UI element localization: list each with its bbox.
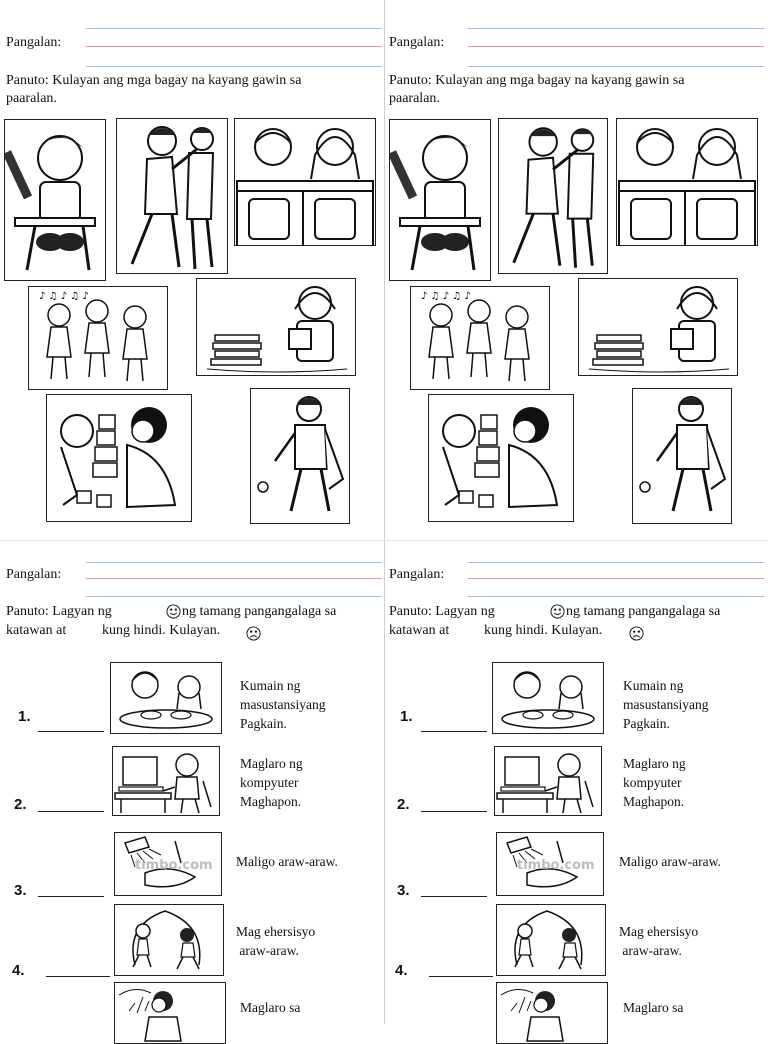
- shower-bathing-icon: [497, 833, 603, 895]
- boy-throwing-trash-icon: [251, 389, 349, 523]
- picture-children-fighting[interactable]: [498, 118, 608, 274]
- child-drawing-pencil-icon: [390, 120, 490, 280]
- item-number: 3.: [397, 882, 410, 899]
- instruction-part-2: ng tamang pangangalaga sa: [566, 604, 721, 619]
- instruction-part-3: katawan at: [6, 623, 67, 638]
- child-playing-dirt-icon: [497, 983, 607, 1043]
- girl-reading-books-icon: [579, 279, 737, 375]
- caption-line: masustansiyang: [623, 697, 709, 712]
- instruction: [6, 72, 376, 108]
- picture-item-2[interactable]: [494, 746, 602, 816]
- instruction-part-1: Panuto: Lagyan ng: [389, 604, 495, 619]
- instruction-part-1: Panuto: Lagyan ng: [6, 604, 112, 619]
- instruction-line: Panuto: Kulayan ang mga bagay na kayang gawin sa: [6, 73, 302, 88]
- caption-line: Mag ehersisyo: [619, 924, 699, 939]
- answer-line[interactable]: [38, 896, 104, 897]
- item-caption: [236, 852, 338, 871]
- answer-line[interactable]: [421, 811, 487, 812]
- name-line[interactable]: [468, 46, 764, 47]
- picture-item-5[interactable]: [114, 982, 226, 1044]
- worksheet-a-left: [0, 0, 384, 540]
- picture-item-1[interactable]: [492, 662, 604, 734]
- picture-item-1[interactable]: [110, 662, 222, 734]
- item-number: 1.: [400, 708, 413, 725]
- child-playing-dirt-icon: [115, 983, 225, 1043]
- caption-line: Maglaro ng: [623, 756, 686, 771]
- caption-line: araw-araw.: [236, 943, 299, 958]
- caption-line: Kumain ng: [240, 678, 301, 693]
- name-guide-line-bottom: [86, 66, 382, 67]
- answer-line[interactable]: [38, 731, 104, 732]
- caption-line: masustansiyang: [240, 697, 326, 712]
- item-caption: [236, 922, 315, 960]
- caption-line: kompyuter: [623, 775, 682, 790]
- picture-children-singing[interactable]: [28, 286, 168, 390]
- item-number: 1.: [18, 708, 31, 725]
- caption-line: Maligo araw-araw.: [236, 854, 338, 869]
- picture-children-blocks[interactable]: [428, 394, 574, 522]
- picture-girl-reading[interactable]: [578, 278, 738, 376]
- answer-line[interactable]: [429, 976, 493, 977]
- picture-item-3[interactable]: [114, 832, 222, 896]
- instruction-part-4: kung hindi. Kulayan.: [484, 623, 603, 638]
- picture-item-5[interactable]: [496, 982, 608, 1044]
- answer-line[interactable]: [421, 896, 487, 897]
- child-playing-computer-icon: [495, 747, 601, 815]
- instruction-part-3: katawan at: [389, 623, 450, 638]
- name-guide-line-bottom: [468, 596, 764, 597]
- smiley-face-icon: [550, 604, 565, 619]
- children-jumping-rope-icon: [115, 905, 223, 975]
- name-guide-line-bottom: [468, 66, 764, 67]
- item-number: 2.: [397, 796, 410, 813]
- caption-line: Pagkain.: [240, 716, 287, 731]
- caption-line: Maligo araw-araw.: [619, 854, 721, 869]
- name-label: Pangalan:: [389, 567, 445, 582]
- item-caption: [623, 676, 709, 733]
- children-fighting-icon: [499, 119, 607, 273]
- item-caption: [240, 754, 303, 811]
- watermark-text: timbo.com: [517, 858, 595, 873]
- caption-line: araw-araw.: [619, 943, 682, 958]
- caption-line: Maghapon.: [240, 794, 302, 809]
- item-caption: [619, 922, 698, 960]
- name-line[interactable]: [468, 578, 764, 579]
- picture-children-fighting[interactable]: [116, 118, 228, 274]
- picture-children-blocks[interactable]: [46, 394, 192, 522]
- caption-line: Pagkain.: [623, 716, 670, 731]
- sad-face-icon: [246, 626, 261, 641]
- answer-line[interactable]: [46, 976, 110, 977]
- answer-line[interactable]: [38, 811, 104, 812]
- name-guide-line-bottom: [86, 596, 382, 597]
- svg-text:♪ ♫ ♪ ♫ ♪: ♪ ♫ ♪ ♫ ♪: [421, 291, 471, 302]
- caption-line: Maglaro sa: [623, 1000, 684, 1015]
- name-label: Pangalan:: [6, 35, 62, 50]
- children-playing-blocks-icon: [47, 395, 191, 521]
- boy-throwing-trash-icon: [633, 389, 731, 523]
- worksheet-b-right: [384, 540, 768, 1024]
- picture-item-3[interactable]: [496, 832, 604, 896]
- picture-child-drawing[interactable]: [4, 119, 106, 281]
- instruction-part-2: ng tamang pangangalaga sa: [182, 604, 337, 619]
- item-number: 4.: [395, 962, 408, 979]
- children-fighting-icon: [117, 119, 227, 273]
- picture-boy-throwing-trash[interactable]: [250, 388, 350, 524]
- item-number: 4.: [12, 962, 25, 979]
- item-caption: [240, 676, 326, 733]
- name-guide-line-top: [86, 562, 382, 563]
- picture-item-4[interactable]: [496, 904, 606, 976]
- picture-children-singing[interactable]: [410, 286, 550, 390]
- children-at-desks-icon: [235, 119, 375, 245]
- name-guide-line-top: [468, 562, 764, 563]
- children-eating-icon: [111, 663, 221, 733]
- caption-line: Maghapon.: [623, 794, 685, 809]
- worksheet-b-left: [0, 540, 384, 1024]
- item-caption: [619, 852, 721, 871]
- instruction-part-4: kung hindi. Kulayan.: [102, 623, 221, 638]
- name-label: Pangalan:: [389, 35, 445, 50]
- item-caption: [240, 998, 300, 1017]
- caption-line: Maglaro sa: [240, 1000, 301, 1015]
- name-guide-line-top: [468, 28, 764, 29]
- name-line[interactable]: [86, 578, 382, 579]
- item-number: 3.: [14, 882, 27, 899]
- picture-boy-throwing-trash[interactable]: [632, 388, 732, 524]
- smiley-face-icon: [166, 604, 181, 619]
- child-playing-computer-icon: [113, 747, 219, 815]
- picture-children-at-desks[interactable]: [616, 118, 758, 246]
- caption-line: Mag ehersisyo: [236, 924, 316, 939]
- girl-reading-books-icon: [197, 279, 355, 375]
- children-eating-icon: [493, 663, 603, 733]
- name-guide-line-top: [86, 28, 382, 29]
- children-singing-icon: [29, 287, 167, 389]
- instruction-line: Panuto: Kulayan ang mga bagay na kayang gawin sa: [389, 73, 685, 88]
- instruction-line: paaralan.: [6, 91, 57, 106]
- answer-line[interactable]: [421, 731, 487, 732]
- picture-item-4[interactable]: [114, 904, 224, 976]
- item-number: 2.: [14, 796, 27, 813]
- picture-children-at-desks[interactable]: [234, 118, 376, 246]
- picture-item-2[interactable]: [112, 746, 220, 816]
- name-line[interactable]: [86, 46, 382, 47]
- sad-face-icon: [629, 626, 644, 641]
- name-label: Pangalan:: [6, 567, 62, 582]
- picture-child-drawing[interactable]: [389, 119, 491, 281]
- children-at-desks-icon: [617, 119, 757, 245]
- worksheet-a-right: [384, 0, 768, 540]
- caption-line: Maglaro ng: [240, 756, 303, 771]
- children-playing-blocks-icon: [429, 395, 573, 521]
- picture-girl-reading[interactable]: [196, 278, 356, 376]
- children-singing-icon: [411, 287, 549, 389]
- children-jumping-rope-icon: [497, 905, 605, 975]
- item-caption: [623, 754, 686, 811]
- caption-line: Kumain ng: [623, 678, 684, 693]
- svg-text:♪ ♫ ♪ ♫ ♪: ♪ ♫ ♪ ♫ ♪: [39, 291, 89, 302]
- caption-line: kompyuter: [240, 775, 299, 790]
- child-drawing-pencil-icon: [5, 120, 105, 280]
- shower-bathing-icon: [115, 833, 221, 895]
- instruction-line: paaralan.: [389, 91, 440, 106]
- instruction: [389, 72, 759, 108]
- watermark-text: timbo.com: [135, 858, 213, 873]
- item-caption: [623, 998, 683, 1017]
